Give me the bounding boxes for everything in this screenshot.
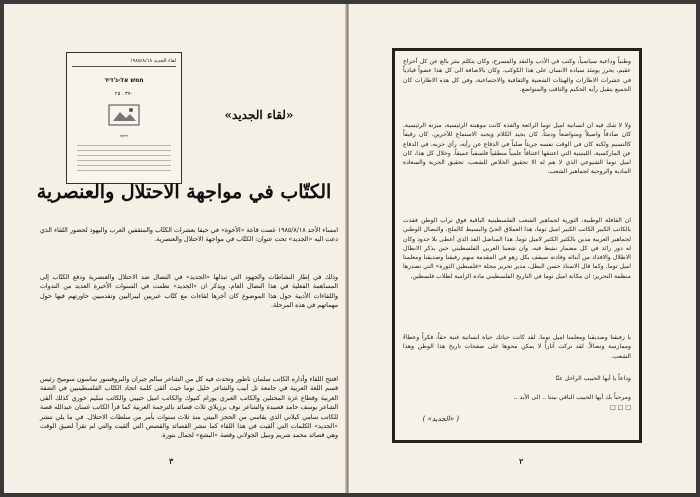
farewell-line: ومرحباً بك أيها الحبيب الباقي بيننا .. الى الأبد .. xyxy=(513,394,631,401)
clipping-picture-icon xyxy=(107,103,141,127)
obituary-paragraph-2: ولا لا شك فيه ان انسانية اميل توما الرائعة والفذة كانت موهبته الرئيسية، ميزته الرئيسية. كان صادقاً واصيلاً ومتواضعاً ودمثاً. كان يجيد الكلام ويجيد الاستماع للآخرين. كان رقيقاً كالنسيم ولكنه كان في الوقت نفسه جريئاً صلباً في الدفاع عن رأيه، رأي حزبه، في الدفاع عن الماركسية. اللينينية التي اعتنقها اعتناقاً علمياً منطقياً فلسفياً عميقاً. وخلال كل هذا، كان اميل توما الشيوعي الذي لا هم له الا تحقيق الخلاص للشعب، تحقيق الحرية والسعادة المادية والروحية لجماهير الشعب. xyxy=(403,122,631,176)
signature: ( «الجديد» ) xyxy=(422,415,459,423)
page-number-left: ٣ xyxy=(169,456,174,466)
clipping-text-lines xyxy=(77,145,171,175)
obituary-paragraph-1: وطنياً وداعية سياسياً، وكتب في الأدب والنقد والمسرح، وكان يتكلم بنثر بالغ عن كل أحزاج عقيم، يحرز يومئذ سيادة الانسان على هذا الكوكب. وكان بالاضافة الى كل هذا عضواً قيادياً في عشرات الاطارات والهيئات الشعبية والثقافية والاجتماعية، وفي كل هذه الاطارات كان الجميع يتقبل رأيه الحكيم والثاقب والمتواضع. xyxy=(403,58,631,93)
section-divider: □ □ □ xyxy=(609,404,631,411)
article-headline: الكتّاب في مواجهة الاحتلال والعنصرية xyxy=(36,181,332,203)
newspaper-clipping-image xyxy=(66,52,182,184)
page-number-right: ٢ xyxy=(519,456,524,466)
clipping-footer: חיפה xyxy=(120,133,128,138)
obituary-paragraph-3: ان القافلة الوطنية، الثورية لجماهير الشعب الفلسطينية الباقية فوق تراب الوطن فقدت بالكاتب الكبير الكاتب الكبير اميل توما، هذا العملاق الحيّ والبسيط كالملح. والنضال الوطني لجماهير العربية مدين بالكثير الكثير لاميل توما. هذا المناضل الفذ الذي أعطى بلا حدود وكان له دور رائد في كل مضمار نشط فيه. وان شعبنا العربي الفلسطيني حين يذكر الابطال الاطلال والافذاذ من أبنائه وقادته سيقف بكل زهو في المقدمة منهم رفيقنا وصديقنا ومعلمنا اميل توما. وكما قال الاستاذ حسن البطل، مدير تحرير مجلة «فلسطين الثورة» التي تصدرها منظمة التحرير: ان مكانة اميل توما في التاريخ الفلسطيني مادة الزامية لطلاب فلسطين. xyxy=(403,217,631,280)
article-paragraph-2: وذلك في إطار النشاطات والجهود التي تبذلها «الجديد» في النضال ضد الاحتلال والعنصرية ودفع الكتّاب إلى المساهمة الفعلية في هذا النضال العام، ويذكر ان «الجديد» نظمت في السنوات الأخيرة العديد من الندوات واللقاءات الأدبية حول هذا الموضوع كان آخرها لقاءات مع كتّاب عبريين ليبراليين وتقدميين حاورتهم فيها حول مهماتهم في هذه المرحلة. xyxy=(40,274,338,310)
section-label: «لقاء الجديد» xyxy=(224,108,294,122)
clipping-header: لقاء الجديد ١٩٨٥/٨/١٨ xyxy=(72,58,176,67)
obituary-paragraph-5: وداعاً يا أيها الحبيب الراحل عنّا xyxy=(555,375,631,382)
article-paragraph-3: افتتح اللقاء وأداره الكاتب سلمان ناطور وتحدث فيه كل من الشاعر سالم جبران والبروفسور ساسون سوميخ رئيس قسم اللغة العربية في جامعة تل أبيب والشاعر خليل توما حيث ألقى كلمة اتحاد الكتّاب الفلسطينيين في الضفة الغربية وقطاع غزة المحتلين والكاتب العبري يورام كنيوك والكاتب اميل حبيبي والكاتب سليم خوري كذلك ألقى الشاعر يوسف حامد قصيدة والشاعر نوف برزيلاي ثلاث قصائد بالترجمة العربية كما قرأ الكاتب غسان عبدالله قصة للكاتب سامي كيلاني الذي يقاسي من الحجز البيتي منذ ثلاث سنوات بأمر من سلطات الاحتلال. في ما يلي ننشر «الجديد» الكلمات التي ألقيت في هذا اللقاء كما ننشر القصائد والقصص التي ألقيت والتي لم تقرأ لضيق الوقت وهي قصائد محمد شريم ونبيل الجولاني وقصة «البشع» لجمال بنورة. xyxy=(40,376,338,440)
left-page xyxy=(4,4,346,493)
obituary-paragraph-4: يا رفيقنا وصديقنا ومعلمنا اميل توما. لقد كانت حياتك حياة انسانية غنية حقاً، فكراً وعطاءً وممارسة ونضالاً. لقد تركت آثاراً لا يمكن محوها على صفحات تاريخ هذا الوطن وهذا الشعب. xyxy=(403,334,631,360)
article-paragraph-1: امساء الأحد ١٩٨٥/٨/١٨ غصت قاعة «الأخوة» في حيفا بعشرات الكتّاب والمثقفين العرب واليهود لحضور اللقاء الذي دعت اليه «الجديد» تحت عنوان: الكتّاب في مواجهة الاحتلال والعنصرية. xyxy=(40,227,338,244)
clipping-title: חמש אל-ג'דיד xyxy=(104,77,144,84)
clipping-volume: ٣٧٠ . ٢٥ xyxy=(114,91,134,97)
obituary-frame xyxy=(392,48,642,443)
right-page xyxy=(349,4,696,493)
